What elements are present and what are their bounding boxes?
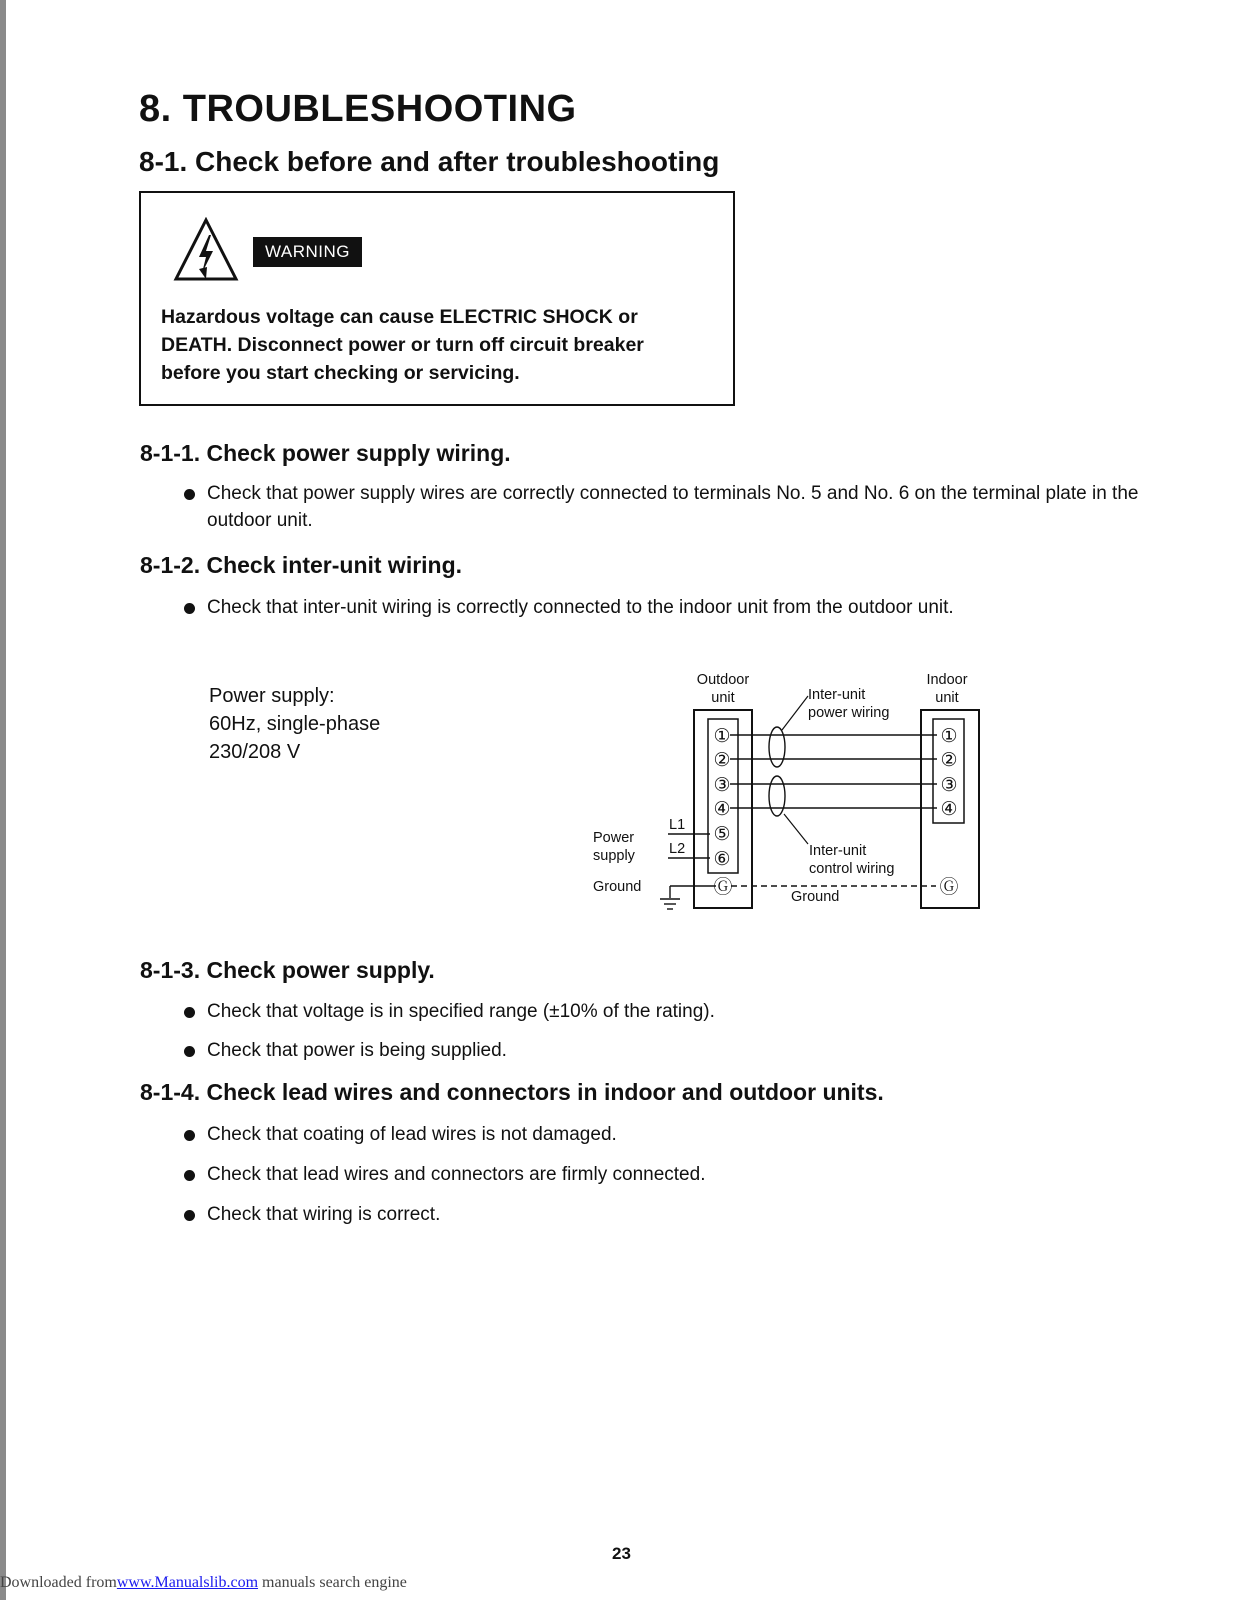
bullet-icon bbox=[184, 1170, 195, 1181]
bullet-icon bbox=[184, 603, 195, 614]
indoor-terminal-3: ③ bbox=[940, 775, 958, 796]
manual-page bbox=[6, 0, 1237, 1600]
ground-label: Ground bbox=[593, 879, 642, 895]
outdoor-terminal-4: ④ bbox=[713, 799, 731, 820]
outdoor-ground-terminal: Ⓖ bbox=[713, 877, 733, 898]
list-item: Check that voltage is in specified range (±10% of the rating). bbox=[174, 998, 715, 1025]
footer-suffix: manuals search engine bbox=[258, 1574, 407, 1591]
power-supply-label: Power supply: bbox=[209, 685, 335, 707]
subsection-heading-3: 8-1-3. Check power supply. bbox=[140, 957, 435, 983]
list-item: Check that power is being supplied. bbox=[174, 1037, 507, 1064]
warning-box bbox=[139, 191, 735, 406]
bullet-icon bbox=[184, 1007, 195, 1018]
power-wiring-label-2: power wiring bbox=[808, 705, 890, 721]
list-item: Check that inter-unit wiring is correctly connected to the indoor unit from the outdoor unit. bbox=[174, 594, 954, 621]
outdoor-terminal-1: ① bbox=[713, 726, 731, 747]
indoor-unit-label: Indoor bbox=[926, 672, 968, 688]
power-supply-voltage: 230/208 V bbox=[209, 741, 301, 763]
indoor-unit-label-2: unit bbox=[935, 690, 959, 706]
outdoor-terminal-2: ② bbox=[713, 750, 731, 771]
section-heading: 8-1. Check before and after troubleshooting bbox=[139, 146, 720, 177]
indoor-terminal-2: ② bbox=[940, 750, 958, 771]
indoor-ground-terminal: Ⓖ bbox=[939, 877, 959, 898]
bullet-icon bbox=[184, 1130, 195, 1141]
warning-text-line-2: DEATH. Disconnect power or turn off circuit breaker bbox=[161, 334, 644, 356]
ground-wire-label: Ground bbox=[791, 889, 840, 905]
outdoor-unit-label-2: unit bbox=[711, 690, 735, 706]
power-supply-spec bbox=[209, 682, 380, 766]
l2-label: L2 bbox=[669, 841, 686, 857]
outdoor-unit-label: Outdoor bbox=[696, 672, 750, 688]
subsection-heading-2: 8-1-2. Check inter-unit wiring. bbox=[140, 552, 463, 578]
power-supply-frequency: 60Hz, single-phase bbox=[209, 713, 381, 735]
control-wiring-label-2: control wiring bbox=[809, 861, 895, 877]
page-number: 23 bbox=[612, 1544, 631, 1563]
list-item: Check that power supply wires are correctly connected to terminals No. 5 and No. 6 on the terminal plate in the outdoor unit. bbox=[174, 480, 1164, 534]
warning-text bbox=[161, 303, 721, 387]
control-wiring-label: Inter-unit bbox=[809, 843, 867, 859]
list-item: Check that coating of lead wires is not damaged. bbox=[174, 1121, 617, 1148]
outdoor-terminal-3: ③ bbox=[713, 775, 731, 796]
list-item: Check that wiring is correct. bbox=[174, 1201, 440, 1228]
electric-shock-warning-icon bbox=[173, 217, 239, 285]
outdoor-terminal-5: ⑤ bbox=[713, 824, 731, 845]
subsection-heading-1: 8-1-1. Check power supply wiring. bbox=[140, 440, 511, 466]
list-item: Check that lead wires and connectors are firmly connected. bbox=[174, 1161, 705, 1188]
footer-prefix: Downloaded from bbox=[0, 1574, 117, 1591]
l1-label: L1 bbox=[669, 817, 686, 833]
power-wiring-label: Inter-unit bbox=[808, 687, 866, 703]
warning-text-line-3: before you start checking or servicing. bbox=[161, 362, 520, 384]
outdoor-terminal-6: ⑥ bbox=[713, 849, 731, 870]
warning-label: WARNING bbox=[253, 237, 362, 267]
subsection-heading-4: 8-1-4. Check lead wires and connectors in indoor and outdoor units. bbox=[140, 1079, 884, 1105]
wiring-diagram bbox=[586, 672, 1016, 942]
page-title: 8. TROUBLESHOOTING bbox=[139, 88, 577, 130]
power-supply-diagram-label-2: supply bbox=[593, 848, 635, 864]
download-footer bbox=[0, 1574, 407, 1592]
bullet-icon bbox=[184, 489, 195, 500]
bullet-icon bbox=[184, 1210, 195, 1221]
warning-text-line-1: Hazardous voltage can cause ELECTRIC SHOCK or bbox=[161, 306, 638, 328]
indoor-terminal-1: ① bbox=[940, 726, 958, 747]
indoor-terminal-4: ④ bbox=[940, 799, 958, 820]
bullet-icon bbox=[184, 1046, 195, 1057]
power-supply-diagram-label: Power bbox=[593, 830, 635, 846]
manualslib-link[interactable]: www.Manualslib.com bbox=[116, 1574, 259, 1591]
